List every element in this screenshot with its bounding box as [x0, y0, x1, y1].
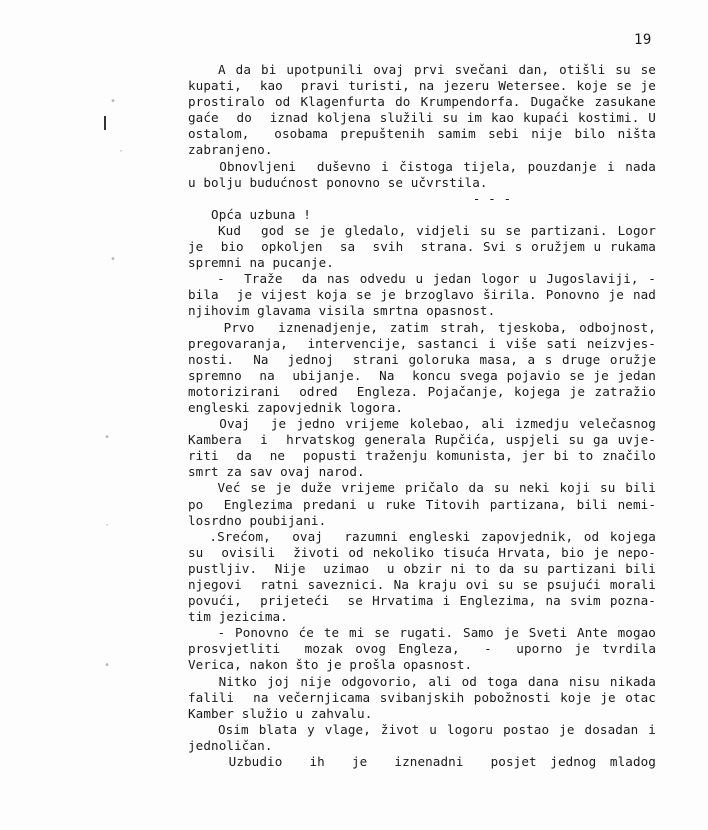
- scan-speck: •: [104, 432, 111, 443]
- text-line: nosti. Na jednoj strani goloruka masa, a s druge oružje: [188, 351, 656, 367]
- text-line: je bio opkoljen sa svih strana. Svi s oružjem u rukama: [188, 239, 656, 255]
- text-line: - Ponovno će te mi se rugati. Samo je Sveti Ante mogao: [188, 625, 656, 641]
- text-line: po Englezima predani u ruke Titovih partizana, bili nemi-: [188, 496, 656, 512]
- text-line: Uzbudio ih je iznenadni posjet jednog mladog: [188, 754, 656, 770]
- text-line: kupati, kao pravi turisti, na jezeru Wetersee. koje se je: [188, 78, 656, 94]
- text-line: pustljiv. Nije uzimao u obzir ni to da su partizani bili: [188, 560, 656, 576]
- text-line: njihovim glavama visila smrtna opasnost.: [188, 303, 496, 319]
- text-line: Kambera i hrvatskog generala Rupčića, uspjeli su ga uvje-: [188, 432, 656, 448]
- margin-mark: [104, 116, 106, 130]
- text-line: Opća uzbuna !: [188, 206, 311, 222]
- text-line: Prvo iznenadjenje, zatim strah, tjeskoba, odbojnost,: [188, 319, 656, 335]
- text-line: spremno na ubijanje. Na koncu svega pojavio se je jedan: [188, 367, 656, 383]
- text-line: Verica, nakon što je prošla opasnost.: [188, 657, 473, 673]
- text-line: Ovaj je jedno vrijeme kolebao, ali izmedju velečasnog: [188, 416, 656, 432]
- text-line: njegovi ratni saveznici. Na kraju ovi su se psujući morali: [188, 577, 656, 592]
- page-number: 19: [634, 32, 652, 48]
- text-line: motorizirani odred Engleza. Pojačanje, kojega je zatražio: [188, 383, 656, 399]
- section-separator: - - -: [472, 190, 512, 206]
- scan-speck: ·: [104, 520, 111, 531]
- text-line: falili na večernjicama svibanjskih pobožnosti koje je otac: [188, 689, 656, 705]
- scan-speck: •: [110, 254, 117, 265]
- text-line: gaće do iznad koljena služili su im kao kupaći kostimi. U: [188, 110, 656, 126]
- scan-speck: ·: [118, 146, 125, 157]
- text-line: losrdno poubijani.: [188, 512, 327, 528]
- text-line: zabranjeno.: [188, 142, 273, 158]
- text-line: tim jezicima.: [188, 609, 288, 625]
- text-line: jednoličan.: [188, 737, 273, 753]
- text-line: .Srećom, ovaj razumni engleski zapovjednik, od kojega: [188, 528, 656, 544]
- text-line: Već se je duže vrijeme pričalo da su neki koji su bili: [188, 480, 656, 496]
- text-line: bila je vijest koja se je brzoglavo širila. Ponovno je nad: [188, 287, 656, 303]
- text-line: prosvjetliti mozak ovog Engleza, - uporno je tvrdila: [188, 641, 656, 657]
- text-line: ostalom, osobama prepuštenih samim sebi nije bilo ništa: [188, 126, 656, 142]
- scan-speck: •: [110, 96, 117, 107]
- text-line: - Traže da nas odvedu u jedan logor u Jugoslaviji, -: [188, 271, 656, 287]
- text-line: pregovaranja, intervencije, sastanci i više sati neizvjes-: [188, 335, 656, 351]
- text-line: A da bi upotpunili ovaj prvi svečani dan, otišli su se: [188, 62, 656, 77]
- text-line: Kud god se je gledalo, vidjeli su se partizani. Logor: [188, 222, 656, 238]
- text-line: riti da ne popusti traženju komunista, jer bi to značilo: [188, 448, 656, 464]
- text-line: Obnovljeni duševno i čistoga tijela, pouzdanje i nada: [188, 158, 656, 174]
- text-line: u bolju budućnost ponovno se učvrstila.: [188, 174, 488, 190]
- scan-speck: •: [104, 660, 111, 671]
- text-line: Nitko joj nije odgovorio, ali od toga dana nisu nikada: [188, 673, 656, 689]
- text-line: povući, prijeteći se Hrvatima i Englezima, na svim pozna-: [188, 593, 656, 609]
- text-line: Kamber služio u zahvalu.: [188, 705, 373, 721]
- text-line: smrt za sav ovaj narod.: [188, 464, 365, 480]
- text-line: su ovisili životi od nekoliko tisuća Hrvata, bio je nepo-: [188, 544, 656, 560]
- body-text: [188, 62, 656, 770]
- text-line: prostiralo od Klagenfurta do Krumpendorfa. Dugačke zasukane: [188, 94, 656, 110]
- text-line: spremni na pucanje.: [188, 255, 334, 271]
- text-line: engleski zapovjednik logora.: [188, 399, 404, 415]
- text-line: Osim blata y vlage, život u logoru postao je dosadan i: [188, 721, 656, 737]
